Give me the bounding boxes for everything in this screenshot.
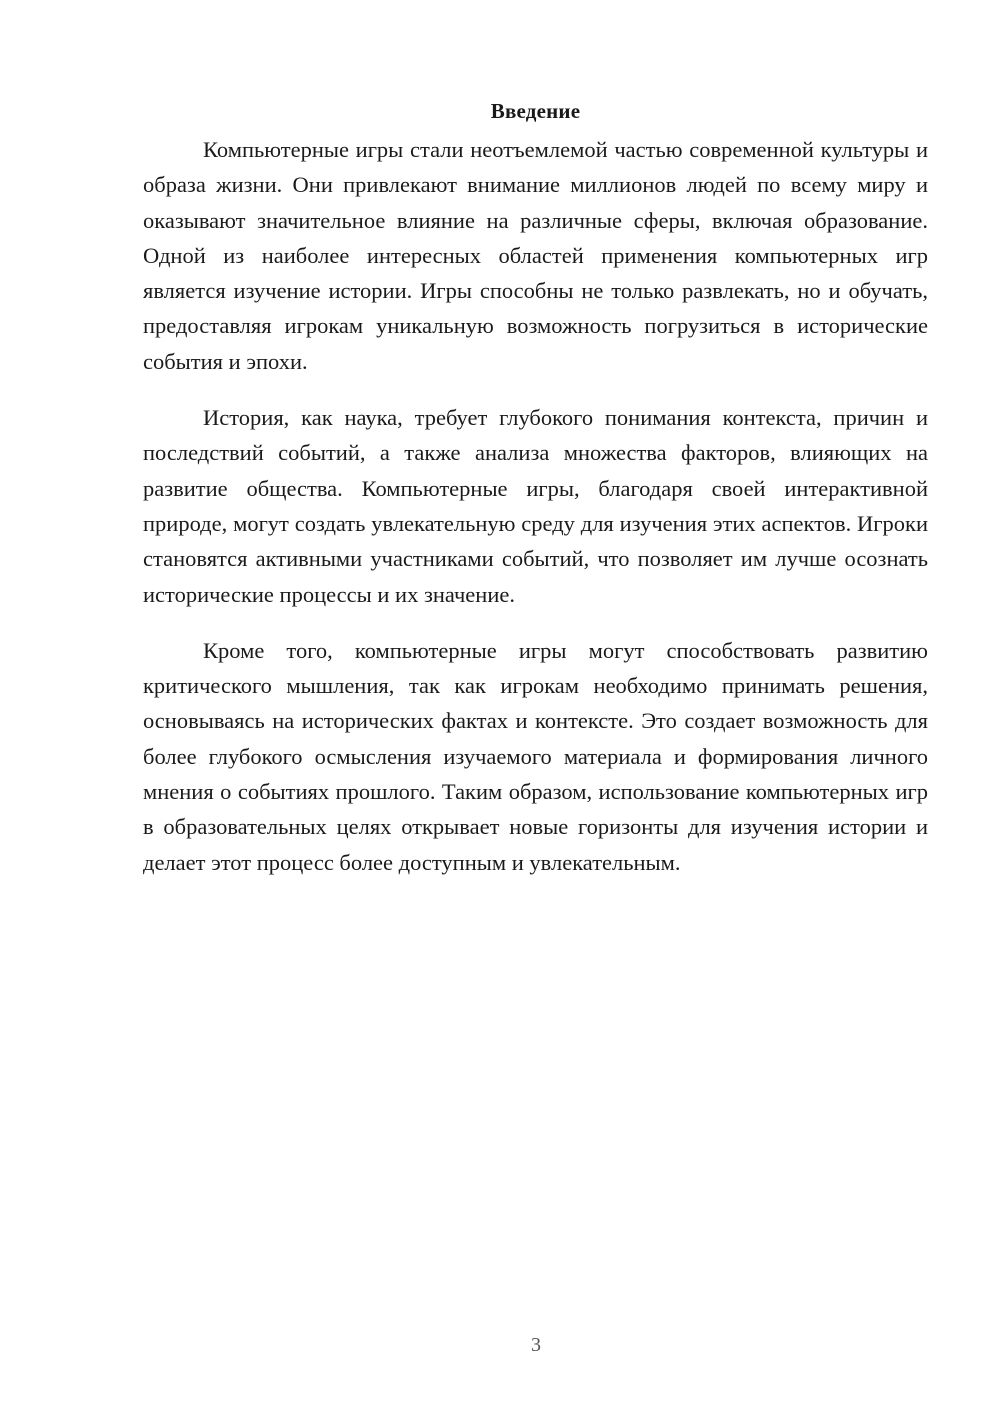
- page-number: 3: [531, 1334, 541, 1356]
- section-heading: Введение: [490, 99, 581, 123]
- paragraph: Кроме того, компьютерные игры могут способствовать развитию критического мышления, так как игрокам необходимо принимать решения, основываясь на исторических фактах и контексте. Это создает возможность для более глубокого осмысления изучаемого материала и формирования личного мнения о событиях прошлого. Таким образом, использование компьютерных игр в образовательных целях открывает новые горизонты для изучения истории и делает этот процесс более доступным и увлекательным.: [143, 637, 928, 875]
- page-content: [143, 96, 928, 901]
- paragraph: Компьютерные игры стали неотъемлемой частью современной культуры и образа жизни. Они привлекают внимание миллионов людей по всему миру и оказывают значительное влияние на различные сферы, включая образование. Одной из наиболее интересных областей применения компьютерных игр является изучение истории. Игры способны не только развлекать, но и обучать, предоставляя игрокам уникальную возможность погрузиться в исторические события и эпохи.: [143, 137, 928, 374]
- paragraph: История, как наука, требует глубокого понимания контекста, причин и последствий событий, а также анализа множества факторов, влияющих на развитие общества. Компьютерные игры, благодаря своей интерактивной природе, могут создать увлекательную среду для изучения этих аспектов. Игроки становятся активными участниками событий, что позволяет им лучше осознать исторические процессы и их значение.: [143, 405, 928, 607]
